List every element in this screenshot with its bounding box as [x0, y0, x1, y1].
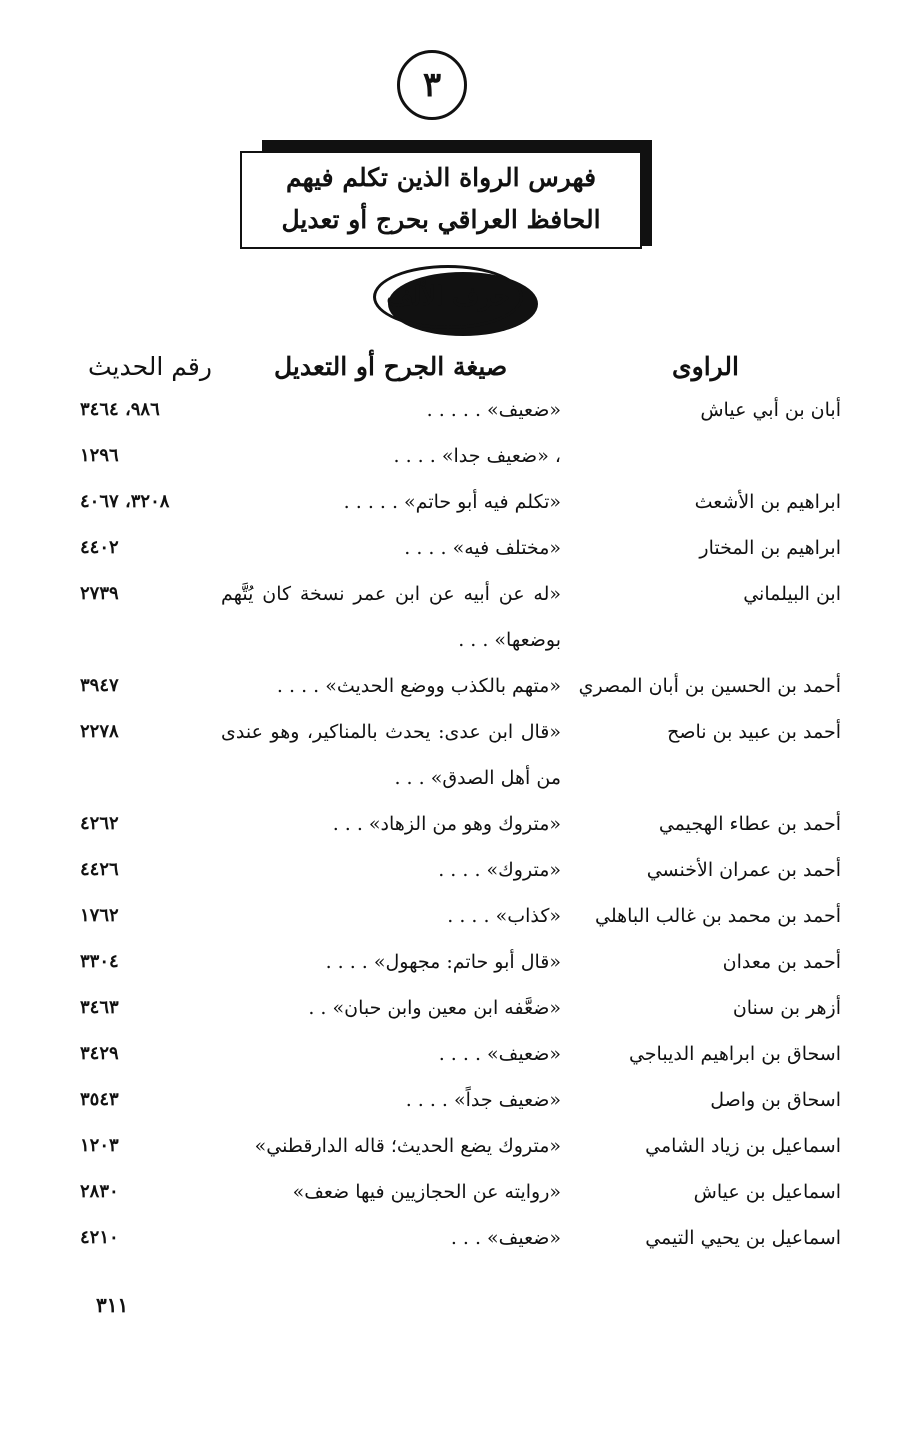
narrators-table — [0, 393, 897, 1267]
hadith-number: ٣٩٤٧ — [80, 675, 119, 696]
column-header-formula: صيغة الجرح أو التعديل — [274, 352, 508, 381]
narrator-assessment: «متروك وهو من الزهاد» . . . — [332, 813, 561, 835]
hadith-number: ٤٤٠٢ — [80, 537, 119, 558]
narrator-assessment: «ضعيف» . . . — [450, 1227, 561, 1249]
narrator-name: أزهر بن سنان — [732, 997, 841, 1019]
chapter-number-badge — [397, 50, 467, 120]
table-row — [0, 577, 897, 669]
narrator-name: ابن البيلماني — [743, 583, 841, 605]
narrator-assessment: «روايته عن الحجازيين فيها ضعف» — [292, 1181, 561, 1203]
chapter-number: ٣ — [422, 65, 442, 105]
narrator-name: أحمد بن معدان — [722, 951, 841, 973]
narrator-name: أحمد بن عطاء الهجيمي — [658, 813, 841, 835]
narrator-name: أحمد بن عمران الأخنسي — [646, 859, 841, 881]
narrator-assessment: «متروك» . . . . — [438, 859, 561, 881]
hadith-number: ٣٢٠٨، ٤٠٦٧ — [80, 491, 170, 512]
hadith-number: ٣٣٠٤ — [80, 951, 119, 972]
title-box — [240, 151, 642, 249]
narrator-assessment: «تكلم فيه أبو حاتم» . . . . . — [343, 491, 561, 513]
narrator-name: اسحاق بن واصل — [710, 1089, 841, 1111]
narrator-name: اسماعيل بن زياد الشامي — [645, 1135, 841, 1157]
narrator-name: أحمد بن محمد بن غالب الباهلي — [595, 905, 841, 927]
column-header-hadith-number: رقم الحديث — [88, 352, 212, 381]
narrator-name: ابراهيم بن الأشعث — [694, 491, 841, 513]
column-header-narrator: الراوى — [672, 352, 739, 381]
hadith-number: ٢٧٣٩ — [80, 583, 119, 604]
hadith-number: ٢٨٣٠ — [80, 1181, 119, 1202]
narrator-name: أحمد بن عبيد بن ناصح — [667, 721, 841, 743]
narrator-assessment: «قال ابن عدى: يحدث بالمناكير، وهو عندى من أهل الصدق» . . . — [221, 721, 561, 789]
narrator-assessment: «كذاب» . . . . — [447, 905, 561, 927]
section-heading: حرف الألف — [386, 282, 510, 312]
narrator-assessment: «متهم بالكذب ووضع الحديث» . . . . — [276, 675, 561, 697]
hadith-number: ٣٤٢٩ — [80, 1043, 119, 1064]
narrator-name: أحمد بن الحسين بن أبان المصري — [578, 675, 841, 697]
narrator-assessment: «متروك يضع الحديث؛ قاله الدارقطني» — [254, 1135, 561, 1157]
table-row — [0, 715, 897, 807]
hadith-number: ٤٢١٠ — [80, 1227, 119, 1248]
narrator-assessment: ، «ضعيف جدا» . . . . — [393, 445, 561, 467]
narrator-assessment: «ضعيف» . . . . . — [426, 399, 561, 421]
hadith-number: ٢٢٧٨ — [80, 721, 119, 742]
hadith-number: ٤٤٢٦ — [80, 859, 119, 880]
table-row — [0, 1221, 897, 1267]
narrator-name: اسحاق بن ابراهيم الديباجي — [628, 1043, 841, 1065]
narrator-assessment: «ضعَّفه ابن معين وابن حبان» . . — [308, 997, 561, 1019]
hadith-number: ١٢٠٣ — [80, 1135, 119, 1156]
hadith-number: ٣٤٦٣ — [80, 997, 119, 1018]
hadith-number: ٩٨٦، ٣٤٦٤ — [80, 399, 160, 420]
narrator-assessment: «مختلف فيه» . . . . — [404, 537, 561, 559]
hadith-number: ١٢٩٦ — [80, 445, 119, 466]
hadith-number: ٣٥٤٣ — [80, 1089, 119, 1110]
hadith-number: ٤٢٦٢ — [80, 813, 119, 834]
title-line-1: فهرس الرواة الذين تكلم فيهم — [285, 163, 597, 192]
section-heading-oval — [373, 265, 523, 329]
narrator-name: ابراهيم بن المختار — [699, 537, 841, 559]
narrator-assessment: «ضعيف» . . . . — [438, 1043, 561, 1065]
title-line-2: الحافظ العراقي بحرج أو تعديل — [281, 205, 601, 234]
narrator-assessment: «قال أبو حاتم: مجهول» . . . . — [325, 951, 561, 973]
hadith-number: ١٧٦٢ — [80, 905, 119, 926]
narrator-name: اسماعيل بن يحيي التيمي — [645, 1227, 841, 1249]
narrator-assessment: «له عن أبيه عن ابن عمر نسخة كان يُتَّهم بوضعها» . . . — [221, 583, 561, 651]
page-number: ٣١١ — [96, 1293, 129, 1317]
narrator-name: أبان بن أبي عياش — [700, 399, 841, 421]
narrator-assessment: «ضعيف جداً» . . . . — [405, 1089, 561, 1111]
narrator-name: اسماعيل بن عياش — [693, 1181, 841, 1203]
